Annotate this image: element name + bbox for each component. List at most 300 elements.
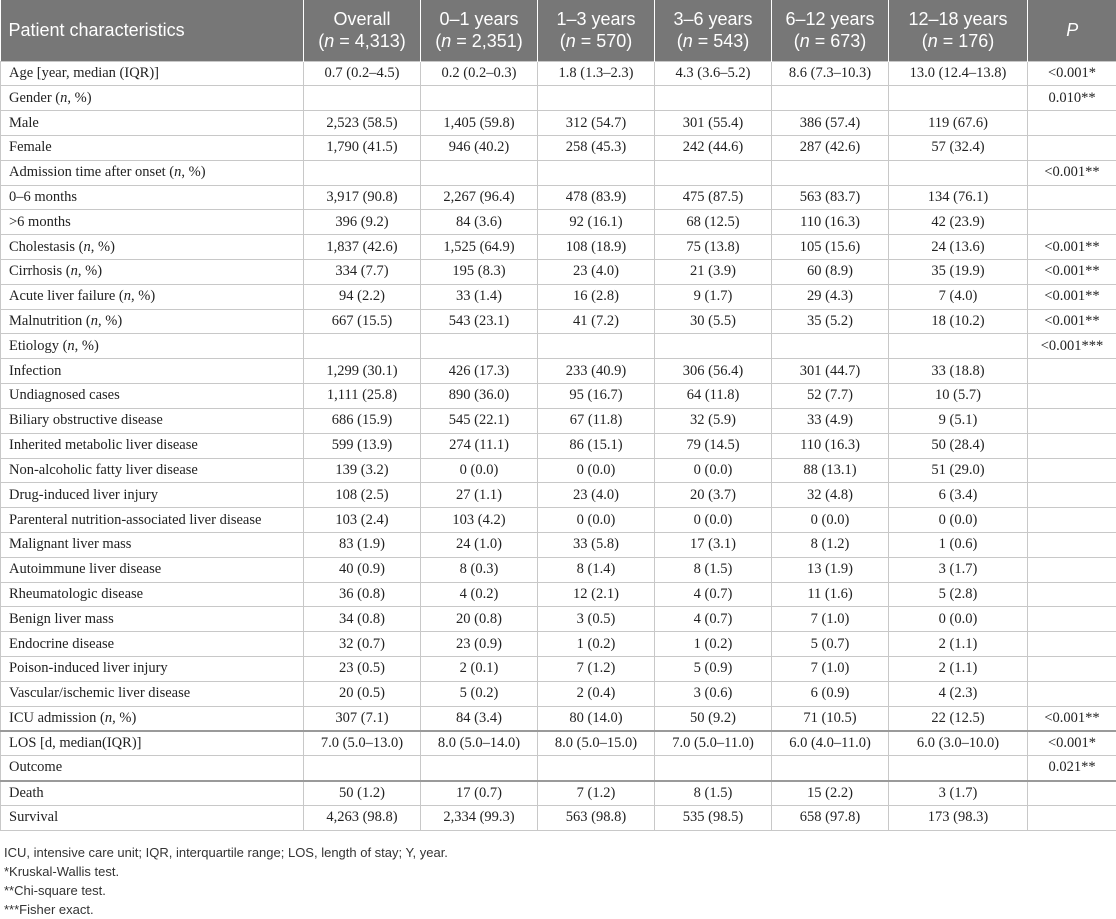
row-value	[889, 86, 1028, 111]
row-value: 32 (5.9)	[655, 408, 772, 433]
table-row	[1, 408, 1116, 433]
row-p-value	[1028, 781, 1116, 806]
row-value: 2,334 (99.3)	[421, 805, 538, 830]
row-label: Undiagnosed cases	[1, 384, 304, 409]
row-value: 3 (0.5)	[538, 607, 655, 632]
row-p-value	[1028, 508, 1116, 533]
header-label: 6–12 years	[774, 8, 886, 30]
row-value: 34 (0.8)	[304, 607, 421, 632]
row-value: 32 (4.8)	[772, 483, 889, 508]
row-value: 0.7 (0.2–4.5)	[304, 61, 421, 86]
row-value: 86 (15.1)	[538, 433, 655, 458]
table-row	[1, 334, 1116, 359]
table-footnotes	[0, 843, 1116, 919]
row-value: 5 (0.9)	[655, 657, 772, 682]
table-row	[1, 284, 1116, 309]
row-value: 2 (1.1)	[889, 657, 1028, 682]
row-value	[421, 756, 538, 781]
row-value: 84 (3.4)	[421, 706, 538, 731]
row-label: Parenteral nutrition-associated liver disease	[1, 508, 304, 533]
row-value: 7 (1.0)	[772, 657, 889, 682]
row-value: 8 (1.5)	[655, 781, 772, 806]
row-value: 134 (76.1)	[889, 185, 1028, 210]
row-value: 20 (0.8)	[421, 607, 538, 632]
row-value: 6.0 (4.0–11.0)	[772, 731, 889, 756]
header-n: (n = 543)	[657, 30, 769, 52]
row-value: 95 (16.7)	[538, 384, 655, 409]
row-value: 16 (2.8)	[538, 284, 655, 309]
row-value	[772, 756, 889, 781]
row-value	[421, 334, 538, 359]
row-value	[538, 334, 655, 359]
row-p-value	[1028, 458, 1116, 483]
row-value: 396 (9.2)	[304, 210, 421, 235]
row-value: 57 (32.4)	[889, 135, 1028, 160]
header-label: 0–1 years	[423, 8, 535, 30]
row-value	[655, 160, 772, 185]
row-value	[889, 160, 1028, 185]
row-value: 80 (14.0)	[538, 706, 655, 731]
row-value: 68 (12.5)	[655, 210, 772, 235]
row-value: 50 (1.2)	[304, 781, 421, 806]
row-value: 0 (0.0)	[421, 458, 538, 483]
row-value: 23 (4.0)	[538, 260, 655, 285]
row-value: 1,525 (64.9)	[421, 235, 538, 260]
row-value: 11 (1.6)	[772, 582, 889, 607]
row-p-value	[1028, 532, 1116, 557]
row-p-value: <0.001*	[1028, 731, 1116, 756]
row-value: 119 (67.6)	[889, 111, 1028, 136]
row-value: 23 (0.9)	[421, 632, 538, 657]
row-p-value	[1028, 582, 1116, 607]
row-value: 33 (4.9)	[772, 408, 889, 433]
row-p-value	[1028, 657, 1116, 682]
row-label: Autoimmune liver disease	[1, 557, 304, 582]
footnote: ICU, intensive care unit; IQR, interquartile range; LOS, length of stay; Y, year.	[4, 843, 1116, 862]
table-row	[1, 805, 1116, 830]
row-label: Female	[1, 135, 304, 160]
row-value: 20 (0.5)	[304, 681, 421, 706]
row-value: 599 (13.9)	[304, 433, 421, 458]
row-value: 2 (0.1)	[421, 657, 538, 682]
table-row	[1, 86, 1116, 111]
table-row	[1, 681, 1116, 706]
row-p-value: <0.001**	[1028, 235, 1116, 260]
row-value: 7 (1.2)	[538, 781, 655, 806]
row-value: 686 (15.9)	[304, 408, 421, 433]
row-value: 42 (23.9)	[889, 210, 1028, 235]
row-value: 1 (0.6)	[889, 532, 1028, 557]
row-value: 88 (13.1)	[772, 458, 889, 483]
header-0-1-years	[421, 0, 538, 61]
row-value: 242 (44.6)	[655, 135, 772, 160]
row-label: Biliary obstructive disease	[1, 408, 304, 433]
row-value: 535 (98.5)	[655, 805, 772, 830]
row-value	[889, 756, 1028, 781]
row-value: 4.3 (3.6–5.2)	[655, 61, 772, 86]
row-value: 478 (83.9)	[538, 185, 655, 210]
row-value: 9 (5.1)	[889, 408, 1028, 433]
row-value: 10 (5.7)	[889, 384, 1028, 409]
row-value: 1,111 (25.8)	[304, 384, 421, 409]
row-value: 8 (0.3)	[421, 557, 538, 582]
row-value: 35 (19.9)	[889, 260, 1028, 285]
row-value: 7.0 (5.0–11.0)	[655, 731, 772, 756]
row-value	[655, 756, 772, 781]
row-p-value	[1028, 135, 1116, 160]
row-label: Drug-induced liver injury	[1, 483, 304, 508]
row-value: 307 (7.1)	[304, 706, 421, 731]
row-value: 12 (2.1)	[538, 582, 655, 607]
row-value: 258 (45.3)	[538, 135, 655, 160]
row-value: 13.0 (12.4–13.8)	[889, 61, 1028, 86]
row-label: Gender (n, %)	[1, 86, 304, 111]
table-row	[1, 260, 1116, 285]
row-p-value: <0.001**	[1028, 284, 1116, 309]
row-p-value	[1028, 632, 1116, 657]
row-value: 139 (3.2)	[304, 458, 421, 483]
table-row	[1, 309, 1116, 334]
row-value	[538, 160, 655, 185]
row-p-value	[1028, 805, 1116, 830]
table-row	[1, 210, 1116, 235]
row-value: 92 (16.1)	[538, 210, 655, 235]
table-row	[1, 359, 1116, 384]
row-value: 105 (15.6)	[772, 235, 889, 260]
row-value	[772, 160, 889, 185]
table-row	[1, 61, 1116, 86]
table-row	[1, 160, 1116, 185]
table-row	[1, 532, 1116, 557]
row-value: 30 (5.5)	[655, 309, 772, 334]
row-value: 658 (97.8)	[772, 805, 889, 830]
row-value: 2,267 (96.4)	[421, 185, 538, 210]
row-value: 3,917 (90.8)	[304, 185, 421, 210]
header-p-value: P	[1028, 0, 1116, 61]
row-value: 64 (11.8)	[655, 384, 772, 409]
table-row	[1, 111, 1116, 136]
row-value: 5 (0.2)	[421, 681, 538, 706]
header-1-3-years	[538, 0, 655, 61]
row-value: 4 (0.7)	[655, 582, 772, 607]
row-value: 386 (57.4)	[772, 111, 889, 136]
row-value: 6 (0.9)	[772, 681, 889, 706]
row-label: Vascular/ischemic liver disease	[1, 681, 304, 706]
row-value: 195 (8.3)	[421, 260, 538, 285]
row-value: 24 (1.0)	[421, 532, 538, 557]
table-row	[1, 185, 1116, 210]
row-value: 103 (4.2)	[421, 508, 538, 533]
row-value: 20 (3.7)	[655, 483, 772, 508]
row-value: 8.0 (5.0–15.0)	[538, 731, 655, 756]
row-value: 890 (36.0)	[421, 384, 538, 409]
row-value: 23 (4.0)	[538, 483, 655, 508]
row-value: 475 (87.5)	[655, 185, 772, 210]
row-value: 52 (7.7)	[772, 384, 889, 409]
row-p-value	[1028, 483, 1116, 508]
row-value: 22 (12.5)	[889, 706, 1028, 731]
row-value: 545 (22.1)	[421, 408, 538, 433]
row-value: 301 (55.4)	[655, 111, 772, 136]
row-value: 17 (0.7)	[421, 781, 538, 806]
row-label: Outcome	[1, 756, 304, 781]
row-value: 0 (0.0)	[889, 508, 1028, 533]
row-p-value	[1028, 433, 1116, 458]
header-n: (n = 2,351)	[423, 30, 535, 52]
row-value: 1.8 (1.3–2.3)	[538, 61, 655, 86]
row-value: 173 (98.3)	[889, 805, 1028, 830]
row-value: 33 (1.4)	[421, 284, 538, 309]
header-label: 12–18 years	[891, 8, 1025, 30]
table-header-row	[1, 0, 1116, 61]
row-value: 24 (13.6)	[889, 235, 1028, 260]
row-value: 29 (4.3)	[772, 284, 889, 309]
row-value: 543 (23.1)	[421, 309, 538, 334]
row-value: 36 (0.8)	[304, 582, 421, 607]
row-label: Age [year, median (IQR)]	[1, 61, 304, 86]
table-row	[1, 632, 1116, 657]
header-6-12-years	[772, 0, 889, 61]
table-row	[1, 781, 1116, 806]
row-value: 5 (2.8)	[889, 582, 1028, 607]
row-value: 110 (16.3)	[772, 210, 889, 235]
row-value: 9 (1.7)	[655, 284, 772, 309]
row-value: 7 (1.0)	[772, 607, 889, 632]
row-value: 23 (0.5)	[304, 657, 421, 682]
row-label: Etiology (n, %)	[1, 334, 304, 359]
row-value: 8 (1.5)	[655, 557, 772, 582]
row-value: 35 (5.2)	[772, 309, 889, 334]
row-value: 2,523 (58.5)	[304, 111, 421, 136]
header-label: 3–6 years	[657, 8, 769, 30]
table-row	[1, 557, 1116, 582]
row-value: 2 (1.1)	[889, 632, 1028, 657]
row-p-value	[1028, 185, 1116, 210]
row-value: 0 (0.0)	[772, 508, 889, 533]
row-value: 71 (10.5)	[772, 706, 889, 731]
row-value: 1 (0.2)	[538, 632, 655, 657]
table-row	[1, 433, 1116, 458]
row-value: 7 (1.2)	[538, 657, 655, 682]
row-value: 84 (3.6)	[421, 210, 538, 235]
row-label: LOS [d, median(IQR)]	[1, 731, 304, 756]
row-label: Survival	[1, 805, 304, 830]
row-value: 108 (2.5)	[304, 483, 421, 508]
row-label: Death	[1, 781, 304, 806]
row-value: 0 (0.0)	[889, 607, 1028, 632]
row-value: 3 (0.6)	[655, 681, 772, 706]
row-p-value	[1028, 359, 1116, 384]
row-value: 4 (2.3)	[889, 681, 1028, 706]
row-value: 60 (8.9)	[772, 260, 889, 285]
row-p-value: <0.001**	[1028, 706, 1116, 731]
row-value	[304, 756, 421, 781]
row-value	[538, 86, 655, 111]
row-p-value: <0.001**	[1028, 160, 1116, 185]
row-value	[304, 160, 421, 185]
row-value: 5 (0.7)	[772, 632, 889, 657]
header-3-6-years	[655, 0, 772, 61]
row-value: 33 (5.8)	[538, 532, 655, 557]
row-value: 0 (0.0)	[538, 508, 655, 533]
row-p-value: <0.001**	[1028, 260, 1116, 285]
header-n: (n = 673)	[774, 30, 886, 52]
row-label: >6 months	[1, 210, 304, 235]
row-label: Endocrine disease	[1, 632, 304, 657]
row-value: 6.0 (3.0–10.0)	[889, 731, 1028, 756]
row-value	[889, 334, 1028, 359]
table-row	[1, 458, 1116, 483]
row-value: 41 (7.2)	[538, 309, 655, 334]
table-row	[1, 384, 1116, 409]
row-label: Male	[1, 111, 304, 136]
row-value: 0.2 (0.2–0.3)	[421, 61, 538, 86]
row-p-value: 0.021**	[1028, 756, 1116, 781]
row-p-value: 0.010**	[1028, 86, 1116, 111]
row-value: 0 (0.0)	[655, 458, 772, 483]
row-label: Cirrhosis (n, %)	[1, 260, 304, 285]
row-value: 3 (1.7)	[889, 557, 1028, 582]
footnote: ***Fisher exact.	[4, 900, 1116, 919]
row-value: 7 (4.0)	[889, 284, 1028, 309]
row-value: 21 (3.9)	[655, 260, 772, 285]
header-label: Overall	[306, 8, 418, 30]
row-value	[304, 334, 421, 359]
row-value	[772, 334, 889, 359]
row-value: 32 (0.7)	[304, 632, 421, 657]
row-label: Poison-induced liver injury	[1, 657, 304, 682]
row-p-value	[1028, 384, 1116, 409]
row-value: 50 (28.4)	[889, 433, 1028, 458]
row-value: 0 (0.0)	[655, 508, 772, 533]
row-label: 0–6 months	[1, 185, 304, 210]
row-p-value	[1028, 408, 1116, 433]
row-value: 312 (54.7)	[538, 111, 655, 136]
row-value	[421, 160, 538, 185]
row-value	[655, 334, 772, 359]
row-value: 1,790 (41.5)	[304, 135, 421, 160]
row-value: 1,837 (42.6)	[304, 235, 421, 260]
row-p-value: <0.001***	[1028, 334, 1116, 359]
row-label: Acute liver failure (n, %)	[1, 284, 304, 309]
header-12-18-years	[889, 0, 1028, 61]
row-value: 94 (2.2)	[304, 284, 421, 309]
row-p-value: <0.001**	[1028, 309, 1116, 334]
table-row	[1, 756, 1116, 781]
row-value: 40 (0.9)	[304, 557, 421, 582]
row-value: 1 (0.2)	[655, 632, 772, 657]
row-label: Benign liver mass	[1, 607, 304, 632]
row-value	[655, 86, 772, 111]
row-value: 8.6 (7.3–10.3)	[772, 61, 889, 86]
row-value: 8.0 (5.0–14.0)	[421, 731, 538, 756]
row-value: 15 (2.2)	[772, 781, 889, 806]
row-value: 426 (17.3)	[421, 359, 538, 384]
row-value: 8 (1.4)	[538, 557, 655, 582]
row-value: 6 (3.4)	[889, 483, 1028, 508]
header-n: (n = 570)	[540, 30, 652, 52]
footnote: *Kruskal-Wallis test.	[4, 862, 1116, 881]
row-p-value	[1028, 111, 1116, 136]
row-value: 2 (0.4)	[538, 681, 655, 706]
footnote: **Chi-square test.	[4, 881, 1116, 900]
row-label: Malignant liver mass	[1, 532, 304, 557]
row-value: 563 (83.7)	[772, 185, 889, 210]
row-value: 233 (40.9)	[538, 359, 655, 384]
row-value: 79 (14.5)	[655, 433, 772, 458]
row-value: 108 (18.9)	[538, 235, 655, 260]
row-label: Rheumatologic disease	[1, 582, 304, 607]
row-value: 67 (11.8)	[538, 408, 655, 433]
header-n: (n = 176)	[891, 30, 1025, 52]
table-row	[1, 731, 1116, 756]
row-p-value	[1028, 210, 1116, 235]
row-value: 4 (0.2)	[421, 582, 538, 607]
row-value: 287 (42.6)	[772, 135, 889, 160]
header-characteristics: Patient characteristics	[1, 0, 304, 61]
row-value: 50 (9.2)	[655, 706, 772, 731]
header-n: (n = 4,313)	[306, 30, 418, 52]
row-value: 274 (11.1)	[421, 433, 538, 458]
row-value: 13 (1.9)	[772, 557, 889, 582]
row-value: 33 (18.8)	[889, 359, 1028, 384]
row-p-value	[1028, 607, 1116, 632]
row-value: 0 (0.0)	[538, 458, 655, 483]
table-row	[1, 508, 1116, 533]
row-value: 301 (44.7)	[772, 359, 889, 384]
row-value: 18 (10.2)	[889, 309, 1028, 334]
row-value: 51 (29.0)	[889, 458, 1028, 483]
row-value	[772, 86, 889, 111]
row-value: 4 (0.7)	[655, 607, 772, 632]
table-row	[1, 582, 1116, 607]
row-value: 75 (13.8)	[655, 235, 772, 260]
row-label: Inherited metabolic liver disease	[1, 433, 304, 458]
table-body	[1, 61, 1116, 830]
row-value: 1,299 (30.1)	[304, 359, 421, 384]
row-value: 27 (1.1)	[421, 483, 538, 508]
row-value	[538, 756, 655, 781]
row-label: Cholestasis (n, %)	[1, 235, 304, 260]
row-value	[304, 86, 421, 111]
row-value: 3 (1.7)	[889, 781, 1028, 806]
table-row	[1, 706, 1116, 731]
table-row	[1, 135, 1116, 160]
row-value: 8 (1.2)	[772, 532, 889, 557]
row-value: 334 (7.7)	[304, 260, 421, 285]
row-label: Admission time after onset (n, %)	[1, 160, 304, 185]
row-value: 83 (1.9)	[304, 532, 421, 557]
row-label: Non-alcoholic fatty liver disease	[1, 458, 304, 483]
row-value: 306 (56.4)	[655, 359, 772, 384]
table-row	[1, 607, 1116, 632]
row-value	[421, 86, 538, 111]
row-value: 1,405 (59.8)	[421, 111, 538, 136]
row-p-value	[1028, 681, 1116, 706]
row-label: ICU admission (n, %)	[1, 706, 304, 731]
row-value: 17 (3.1)	[655, 532, 772, 557]
row-label: Malnutrition (n, %)	[1, 309, 304, 334]
table-row	[1, 483, 1116, 508]
row-p-value: <0.001*	[1028, 61, 1116, 86]
table-row	[1, 657, 1116, 682]
header-overall	[304, 0, 421, 61]
row-value: 7.0 (5.0–13.0)	[304, 731, 421, 756]
row-p-value	[1028, 557, 1116, 582]
row-value: 563 (98.8)	[538, 805, 655, 830]
row-value: 946 (40.2)	[421, 135, 538, 160]
row-value: 4,263 (98.8)	[304, 805, 421, 830]
